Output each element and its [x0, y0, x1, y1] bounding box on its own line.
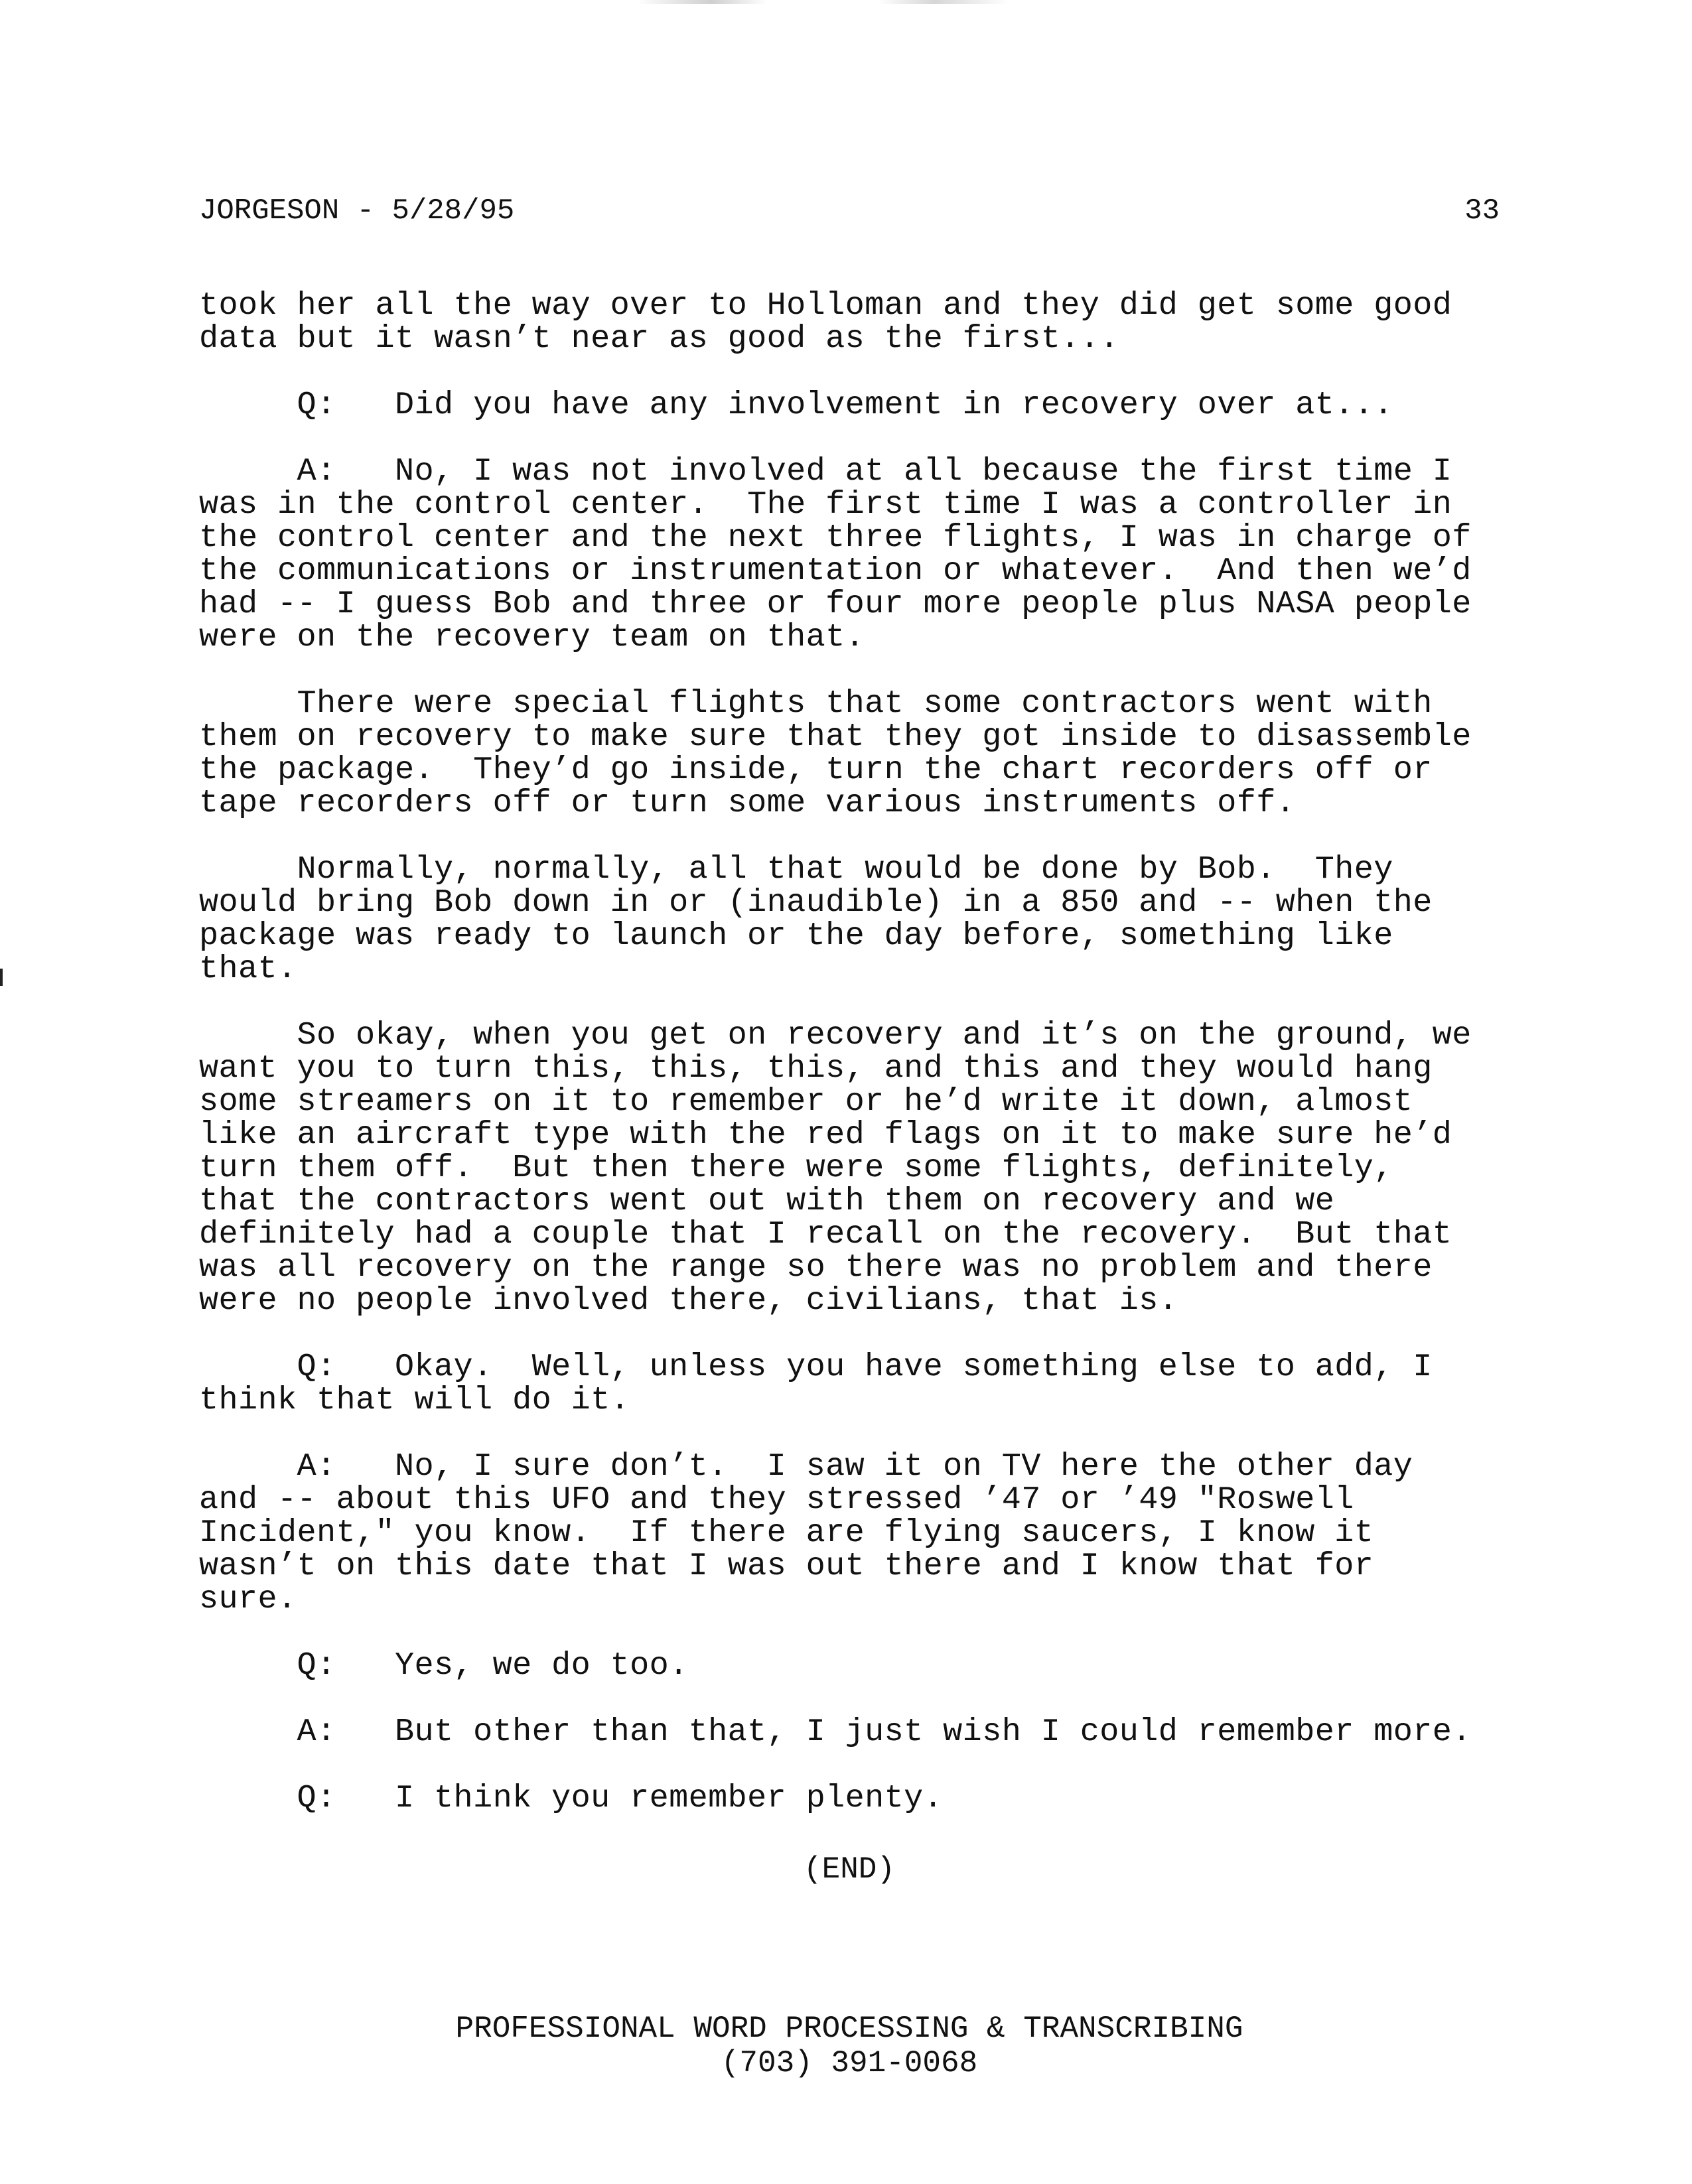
- page-number: 33: [1464, 194, 1500, 228]
- text-line: were on the recovery team on that.: [199, 619, 865, 655]
- text-line: turn them off. But then there were some flights, definitely,: [199, 1150, 1393, 1186]
- text-line: had -- I guess Bob and three or four more people plus NASA people: [199, 586, 1472, 622]
- text-line: wasn’t on this date that I was out there and I know that for: [199, 1548, 1374, 1584]
- text-line: was in the control center. The first time I was a controller in: [199, 486, 1452, 523]
- text-line: were no people involved there, civilians, that is.: [199, 1282, 1178, 1319]
- scan-artifact-left-mark: [0, 969, 3, 986]
- text-line: was all recovery on the range so there was no problem and there: [199, 1249, 1433, 1286]
- transcript-body: [199, 289, 1513, 1848]
- text-line: and -- about this UFO and they stressed ’47 or ’49 "Roswell: [199, 1481, 1354, 1518]
- text-line: like an aircraft type with the red flags on it to make sure he’d: [199, 1117, 1452, 1153]
- text-line: Q: I think you remember plenty.: [199, 1780, 944, 1816]
- text-line: the package. They’d go inside, turn the chart recorders off or: [199, 752, 1433, 788]
- answer-paragraph: [199, 1019, 1513, 1318]
- page-header: [199, 191, 1500, 231]
- text-line: them on recovery to make sure that they got inside to disassemble: [199, 718, 1472, 755]
- text-line: data but it wasn’t near as good as the first...: [199, 320, 1119, 357]
- text-line: There were special flights that some contractors went with: [199, 685, 1433, 722]
- question-paragraph: [199, 1782, 1513, 1815]
- text-line: some streamers on it to remember or he’d write it down, almost: [199, 1083, 1413, 1120]
- text-line: took her all the way over to Holloman and they did get some good: [199, 287, 1452, 324]
- text-line: would bring Bob down in or (inaudible) in a 850 and -- when the: [199, 884, 1433, 921]
- text-line: the control center and the next three flights, I was in charge of: [199, 519, 1472, 556]
- text-line: Normally, normally, all that would be done by Bob. They: [199, 851, 1393, 888]
- question-paragraph: [199, 1649, 1513, 1682]
- footer-phone: (703) 391-0068: [721, 2046, 978, 2081]
- continuation-paragraph: [199, 289, 1513, 356]
- text-line: A: No, I was not involved at all because the first time I: [199, 453, 1452, 490]
- answer-paragraph: [199, 687, 1513, 820]
- text-line: think that will do it.: [199, 1382, 630, 1418]
- answer-paragraph: [199, 1716, 1513, 1749]
- text-line: that the contractors went out with them on recovery and we: [199, 1183, 1335, 1219]
- answer-paragraph: [199, 853, 1513, 986]
- text-line: want you to turn this, this, this, and this and they would hang: [199, 1050, 1433, 1087]
- answer-paragraph: [199, 1450, 1513, 1616]
- header-title: JORGESON - 5/28/95: [199, 194, 515, 228]
- text-line: sure.: [199, 1581, 297, 1617]
- footer-company: PROFESSIONAL WORD PROCESSING & TRANSCRIBING: [455, 2012, 1243, 2046]
- end-marker: (END): [803, 1852, 896, 1887]
- question-paragraph: [199, 1351, 1513, 1417]
- answer-paragraph: [199, 455, 1513, 654]
- text-line: A: No, I sure don’t. I saw it on TV here the other day: [199, 1448, 1413, 1485]
- text-line: Incident," you know. If there are flying saucers, I know it: [199, 1515, 1374, 1551]
- text-line: Q: Okay. Well, unless you have something else to add, I: [199, 1349, 1433, 1385]
- text-line: the communications or instrumentation or whatever. And then we’d: [199, 553, 1472, 589]
- text-line: that.: [199, 951, 297, 987]
- text-line: Q: Yes, we do too.: [199, 1647, 689, 1684]
- text-line: package was ready to launch or the day before, something like: [199, 918, 1393, 954]
- text-line: So okay, when you get on recovery and it’s on the ground, we: [199, 1017, 1472, 1054]
- page-footer: [0, 2012, 1692, 2081]
- text-line: definitely had a couple that I recall on the recovery. But that: [199, 1216, 1452, 1253]
- text-line: tape recorders off or turn some various instruments off.: [199, 785, 1296, 821]
- text-line: Q: Did you have any involvement in recovery over at...: [199, 387, 1393, 423]
- text-line: A: But other than that, I just wish I could remember more.: [199, 1714, 1472, 1750]
- scan-artifact-top: [637, 0, 1009, 4]
- question-paragraph: [199, 389, 1513, 422]
